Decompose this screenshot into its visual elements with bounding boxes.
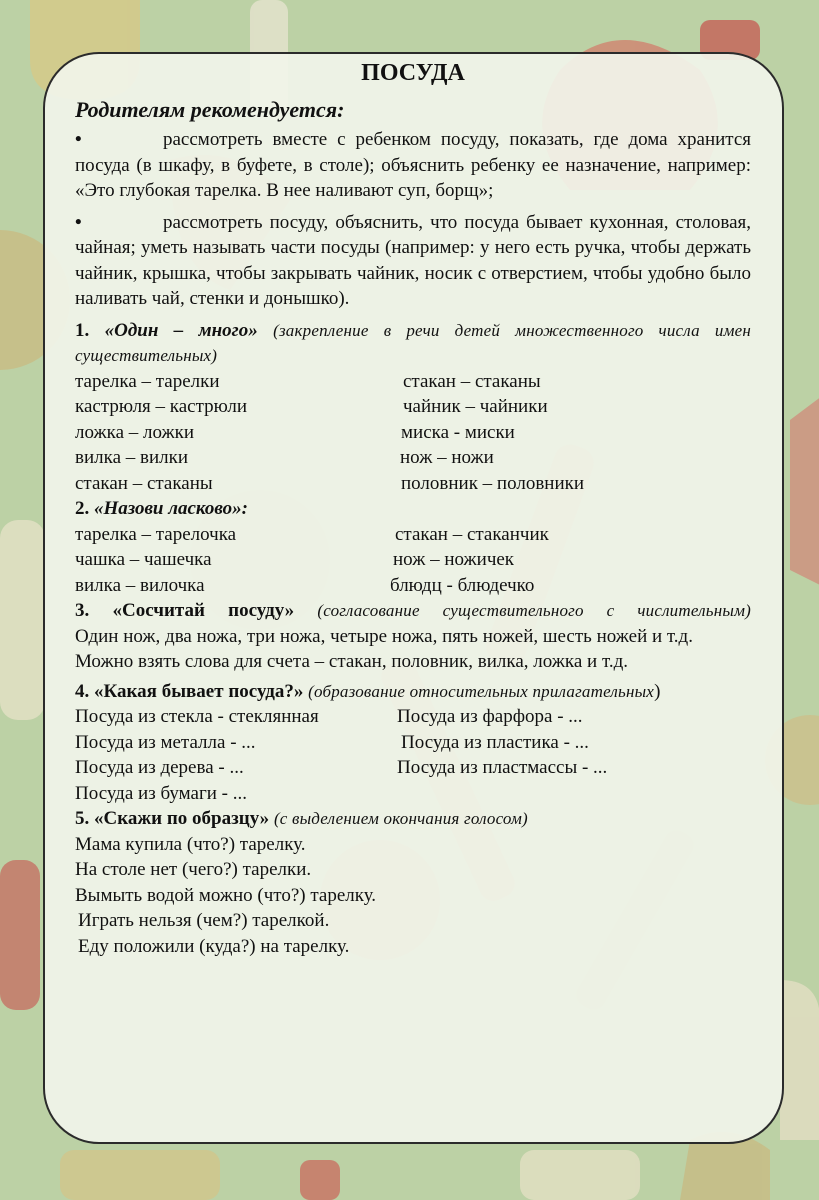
exercise-description: (образование относительных прилагательных bbox=[308, 681, 655, 701]
exercise-description: (закрепление в речи детей множественного числа имен существительных) bbox=[75, 320, 752, 365]
word-pair-row bbox=[75, 369, 751, 395]
exercise-number: 5. bbox=[75, 808, 90, 829]
word-pair-right: Посуда из пластмассы - ... bbox=[397, 757, 608, 778]
word-pair-left: Посуда из дерева - ... bbox=[75, 757, 244, 778]
word-pair-row bbox=[75, 394, 751, 420]
word-pair-left: тарелка – тарелки bbox=[75, 370, 220, 392]
bullet-marker: • bbox=[75, 129, 82, 150]
exercise-name: «Скажи по образцу» bbox=[94, 808, 270, 829]
word-pair-left: вилка – вилочка bbox=[75, 574, 205, 596]
word-pair-right: миска - миски bbox=[401, 421, 515, 443]
exercise-heading bbox=[75, 318, 751, 369]
exercise-number: 2. bbox=[75, 498, 90, 519]
ladle-silhouette-icon bbox=[780, 980, 819, 1140]
word-pair-left: ложка – ложки bbox=[75, 421, 195, 443]
exercise-heading bbox=[75, 806, 751, 832]
exercise-name: «Сосчитай посуду» bbox=[112, 600, 295, 621]
word-pair-row bbox=[75, 547, 751, 573]
word-pair-right: Посуда из фарфора - ... bbox=[397, 706, 583, 727]
exercise-name: «Какая бывает посуда?» bbox=[94, 680, 304, 702]
word-pair-right: нож – ножичек bbox=[393, 549, 515, 570]
word-pair-row bbox=[75, 445, 751, 471]
word-pair-left: кастрюля – кастрюли bbox=[75, 396, 248, 417]
word-pair-left: Посуда из металла - ... bbox=[75, 731, 256, 753]
word-pair-row bbox=[75, 522, 751, 548]
exercise-heading bbox=[75, 679, 751, 705]
word-pair-left: Посуда из стекла - стеклянная bbox=[75, 706, 319, 727]
exercise-heading bbox=[75, 598, 751, 624]
example-sentence: Еду положили (куда?) на тарелку. bbox=[78, 935, 350, 957]
word-pair-right: Посуда из пластика - ... bbox=[401, 731, 589, 753]
example-sentence: На столе нет (чего?) тарелки. bbox=[75, 859, 312, 880]
word-pair-left: стакан – стаканы bbox=[75, 472, 213, 494]
recommendation-item bbox=[75, 210, 751, 312]
example-sentence: Можно взять слова для счета – стакан, половник, вилка, ложка и т.д. bbox=[75, 651, 628, 672]
word-pair-row bbox=[75, 471, 751, 497]
example-sentence: Мама купила (что?) тарелку. bbox=[75, 833, 306, 855]
exercise-description: (согласование существительного с числительным) bbox=[317, 601, 751, 620]
word-pair-left: чашка – чашечка bbox=[75, 549, 212, 570]
example-sentence: Играть нельзя (чем?) тарелкой. bbox=[78, 910, 330, 931]
word-pair-row bbox=[75, 755, 751, 781]
page-title: ПОСУДА bbox=[361, 60, 465, 86]
document-content bbox=[75, 58, 751, 959]
bullet-marker: • bbox=[75, 211, 82, 233]
word-pair-right: чайник – чайники bbox=[403, 396, 548, 417]
exercise-number: 1. bbox=[75, 319, 90, 341]
exercise-name: «Один – много» bbox=[104, 319, 258, 341]
word-pair-row bbox=[75, 420, 751, 446]
word-pair-right: блюдц - блюдечко bbox=[390, 574, 535, 596]
word-pair-row bbox=[75, 704, 751, 730]
word-pair-left: тарелка – тарелочка bbox=[75, 523, 237, 545]
word-pair-right: нож – ножи bbox=[400, 447, 494, 468]
word-pair-left: Посуда из бумаги - ... bbox=[75, 782, 248, 804]
word-pair-row bbox=[75, 730, 751, 756]
example-sentence: Один нож, два ножа, три ножа, четыре ножа, пять ножей, шесть ножей и т.д. bbox=[75, 625, 693, 647]
recommendation-text: рассмотреть вместе с ребенком посуду, показать, где дома хранится посуда (в шкафу, в буфете, в столе); объяснить ребенку ее назначение, например: «Это глубокая тарелка. В нее наливают суп, борщ»; bbox=[75, 129, 751, 201]
exercise-description: (с выделением окончания голосом) bbox=[273, 809, 528, 828]
exercise-number: 4. bbox=[75, 680, 90, 702]
exercise-heading bbox=[75, 496, 751, 522]
description-closing-paren: ) bbox=[654, 680, 661, 702]
word-pair-right: половник – половники bbox=[401, 472, 585, 494]
recommendation-item bbox=[75, 127, 751, 204]
recommendation-text: рассмотреть посуду, объяснить, что посуда бывает кухонная, столовая, чайная; уметь называть части посуды (например: у него есть ручка, чтобы держать чайник, крышка, чтобы закрывать чайник, носик с отверстием, чтобы удобно было наливать чай, стенки и донышко). bbox=[75, 211, 751, 309]
word-pair-row bbox=[75, 781, 751, 807]
exercise-number: 3. bbox=[75, 600, 90, 621]
exercise-name: «Назови ласково»: bbox=[94, 498, 248, 519]
word-pair-right: стакан – стаканчик bbox=[395, 523, 549, 545]
word-pair-row bbox=[75, 573, 751, 599]
example-sentence: Вымыть водой можно (что?) тарелку. bbox=[75, 884, 377, 906]
word-pair-right: стакан – стаканы bbox=[403, 370, 541, 392]
word-pair-left: вилка – вилки bbox=[75, 447, 189, 468]
recommendations-heading: Родителям рекомендуется: bbox=[75, 97, 345, 122]
